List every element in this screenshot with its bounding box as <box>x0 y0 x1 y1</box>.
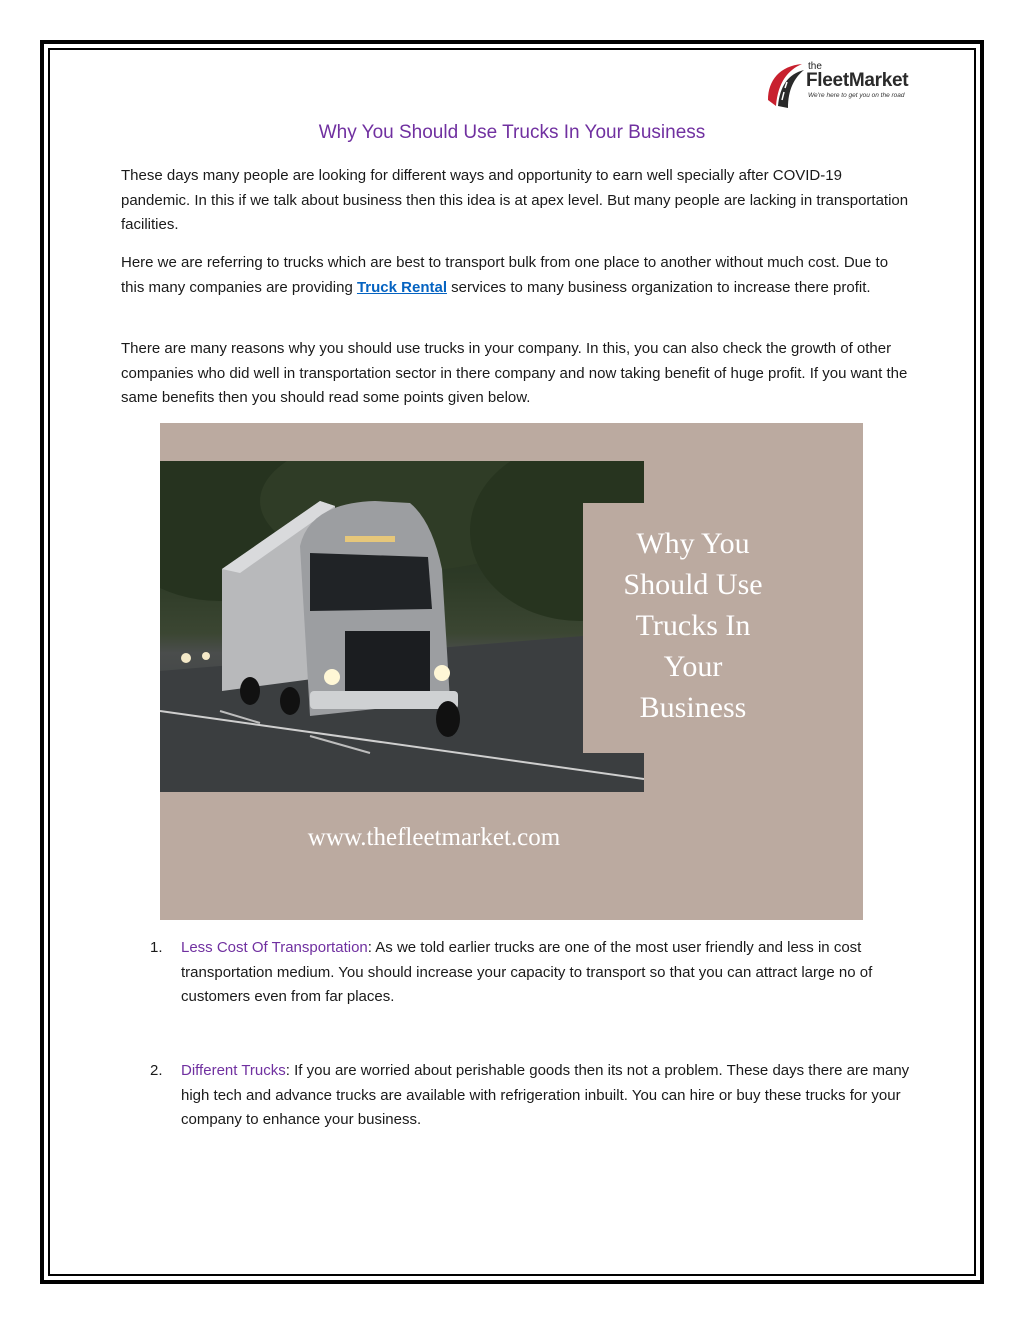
list-number: 2. <box>150 1062 163 1079</box>
banner-headline-box <box>583 503 863 753</box>
truck-rental-link[interactable]: Truck Rental <box>356 278 447 296</box>
list-body <box>181 1059 911 1133</box>
list-term: Less Cost Of Transportation <box>181 939 368 956</box>
paragraph-intro: These days many people are looking for different ways and opportunity to earn well specially after COVID-19 pandemic. In this if we talk about business then this idea is at apex level. But many people are lacking in transportation facilities. <box>121 167 909 233</box>
list-body <box>181 936 911 1010</box>
list-text: : As we told earlier trucks are one of the most user friendly and less in cost transportation medium. You should increase your capacity to transport so that you can attract large no of customers even from far places. <box>181 939 873 1005</box>
paragraph-trucks-text-2: services to many business organization to increase there profit. <box>446 278 871 296</box>
logo-tagline: We're here to get you on the road <box>808 92 905 99</box>
paragraph-reasons: There are many reasons why you should use trucks in your company. In this, you can also check the growth of other companies who did well in transportation sector in there company and now taking benefit of huge profit. If you want the same benefits then you should read some points given below. <box>121 340 908 406</box>
article-title: Why You Should Use Trucks In Your Business <box>318 122 706 143</box>
fleetmarket-logo <box>764 60 914 112</box>
truck-photo <box>160 461 644 792</box>
logo-the: the <box>808 61 822 72</box>
paragraph-trucks <box>121 251 911 300</box>
list-term: Different Trucks <box>181 1062 286 1079</box>
paragraph-trucks-text-1: Here we are referring to trucks which are best to transport bulk from one place to another without much cost. Due to this many companies are providing <box>121 254 889 296</box>
road-swoosh-icon <box>764 60 808 110</box>
list-number: 1. <box>150 939 163 956</box>
list-text: : If you are worried about perishable goods then its not a problem. These days there are many high tech and advance trucks are available with refrigeration inbuilt. You can hire or buy these trucks for your company to enhance your business. <box>181 1062 910 1128</box>
article-banner-image <box>160 423 863 920</box>
banner-url: www.thefleetmarket.com <box>307 824 561 851</box>
banner-headline: Why You Should Use Trucks In Your Business <box>623 527 763 724</box>
logo-name: FleetMarket <box>806 70 909 91</box>
